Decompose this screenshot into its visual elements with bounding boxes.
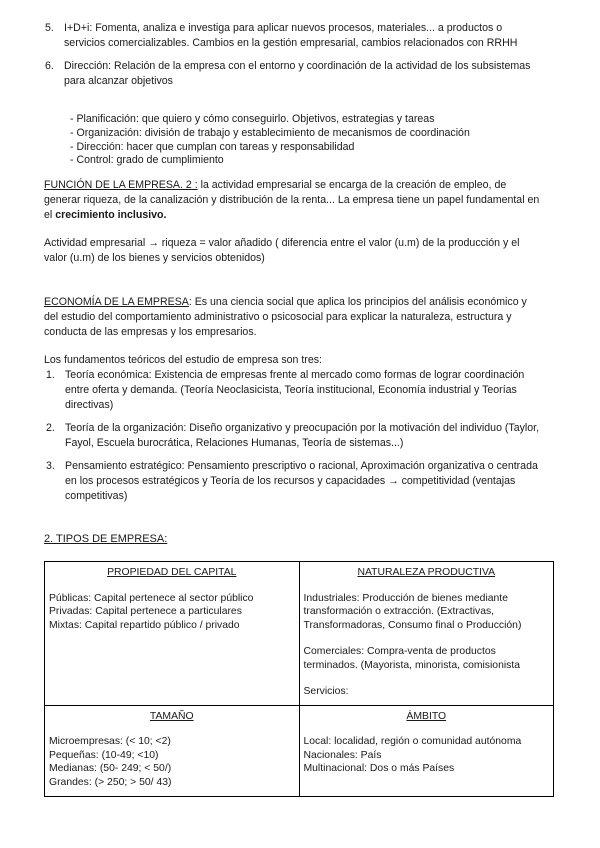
item-text: Teoría de la organización: Diseño organizativo y preocupación por la motivación del individuo (Taylor, Fayol, Escuela burocrática, Relaciones Humanas, Teoría de sistemas...) [65, 422, 540, 450]
propiedad-header: PROPIEDAD DEL CAPITAL [107, 567, 237, 578]
cell-line: Multinacional: Dos o más Países [303, 763, 455, 775]
tamano-header: TAMAÑO [149, 710, 194, 722]
cell-paragraph: Industriales: Producción de bienes mediante transformación o extracción. (Extractivas, Transformadoras, Consumo final o Producción) [303, 592, 522, 631]
list-item [45, 21, 545, 51]
cell-line: Nacionales: País [303, 749, 382, 761]
item-number: 6. [45, 60, 54, 73]
economia-text: : Es una ciencia social que aplica los principios del análisis económico y del estudio del comportamiento administrativo o psicosocial para explicar la naturaleza, estructura y conducta de las empresas y los empresarios. [44, 296, 527, 339]
funcion-bold: crecimiento inclusivo. [55, 209, 167, 222]
sub-item: - Planificación: que quiero y cómo conseguirlo. Objetivos, estrategias y tareas [70, 113, 435, 125]
item-number: 5. [45, 22, 54, 34]
cell-line: Grandes: (> 250; > 50/ 43) [49, 776, 172, 788]
cell-line: Mixtas: Capital repartido público / privado [49, 619, 240, 631]
funcion-title: FUNCIÓN DE LA EMPRESA. 2 : [44, 179, 198, 191]
list-item [46, 421, 546, 451]
cell-paragraph: Comerciales: Compra-venta de productos terminados. (Mayorista, minorista, comisionista [303, 646, 521, 671]
item-number: 2. [46, 422, 55, 435]
tipos-title: 2. TIPOS DE EMPRESA: [44, 533, 168, 545]
cell-paragraph: Servicios: [303, 686, 349, 698]
table-cell-propiedad [45, 562, 300, 706]
table-row [45, 705, 554, 796]
cell-line: Medianas: (50- 249; < 50/) [49, 763, 172, 775]
sub-item: - Control: grado de cumplimiento [70, 154, 224, 167]
item-text: Teoría económica: Existencia de empresas frente al mercado como formas de lograr coordinación entre oferta y demanda. (Teoría Neoclasicista, Teoría institucional, Economía industrial y Teorías directivas) [65, 369, 525, 412]
list-item [46, 459, 546, 504]
funcion-paragraph [44, 178, 544, 223]
tipos-table [44, 561, 554, 797]
ambito-header: ÁMBITO [406, 710, 447, 722]
list-item [45, 59, 545, 89]
fundamentos-intro: Los fundamentos teóricos del estudio de empresa son tres: [44, 354, 322, 366]
table-cell-naturaleza [299, 562, 554, 706]
cell-line: Pequeñas: (10-49; <10) [49, 749, 159, 761]
naturaleza-header: NATURALEZA PRODUCTIVA [357, 567, 496, 578]
economia-paragraph [44, 295, 536, 340]
item-text: Pensamiento estratégico: Pensamiento prescriptivo o racional, Aproximación organizativa o centrada en los procesos estratégicos y Teoría de los recursos y capacidades → competitividad (ventajas competitivas) [65, 460, 538, 503]
sub-item: - Organización: división de trabajo y establecimiento de mecanismos de coordinación [70, 126, 470, 139]
actividad-paragraph: Actividad empresarial → riqueza = valor añadido ( diferencia entre el valor (u.m) de la producción y el valor (u.m) de los bienes y servicios obtenidos) [44, 237, 520, 265]
sub-item: - Dirección: hacer que cumplan con tareas y responsabilidad [70, 140, 355, 153]
item-number: 3. [46, 460, 55, 473]
item-text: Dirección: Relación de la empresa con el entorno y coordinación de la actividad de los subsistemas para alcanzar objetivos [64, 60, 531, 88]
table-cell-ambito [299, 705, 554, 796]
funcion-text: la actividad empresarial se encarga de la creación de empleo, de generar riqueza, de la canalización y distribución de la renta... La empresa tiene un papel fundamental en el [44, 179, 540, 222]
list-item [46, 368, 546, 413]
economia-title: ECONOMÍA DE LA EMPRESA [44, 296, 189, 308]
cell-line: Privadas: Capital pertenece a particulares [49, 606, 242, 618]
cell-line: Microempresas: (< 10; <2) [49, 736, 171, 748]
item-text: I+D+i: Fomenta, analiza e investiga para aplicar nuevos procesos, materiales... a productos o servicios comercializables. Cambios en la gestión empresarial, cambios relacionados con RRHH [64, 22, 518, 50]
item-number: 1. [46, 369, 55, 381]
cell-line: Local: localidad, región o comunidad autónoma [303, 736, 522, 748]
direccion-sublist [70, 113, 540, 168]
table-row [45, 562, 554, 706]
fundamentos-list [46, 368, 546, 504]
list-top [45, 21, 545, 89]
table-cell-tamano [45, 705, 300, 796]
cell-line: Públicas: Capital pertenece al sector público [49, 592, 254, 604]
